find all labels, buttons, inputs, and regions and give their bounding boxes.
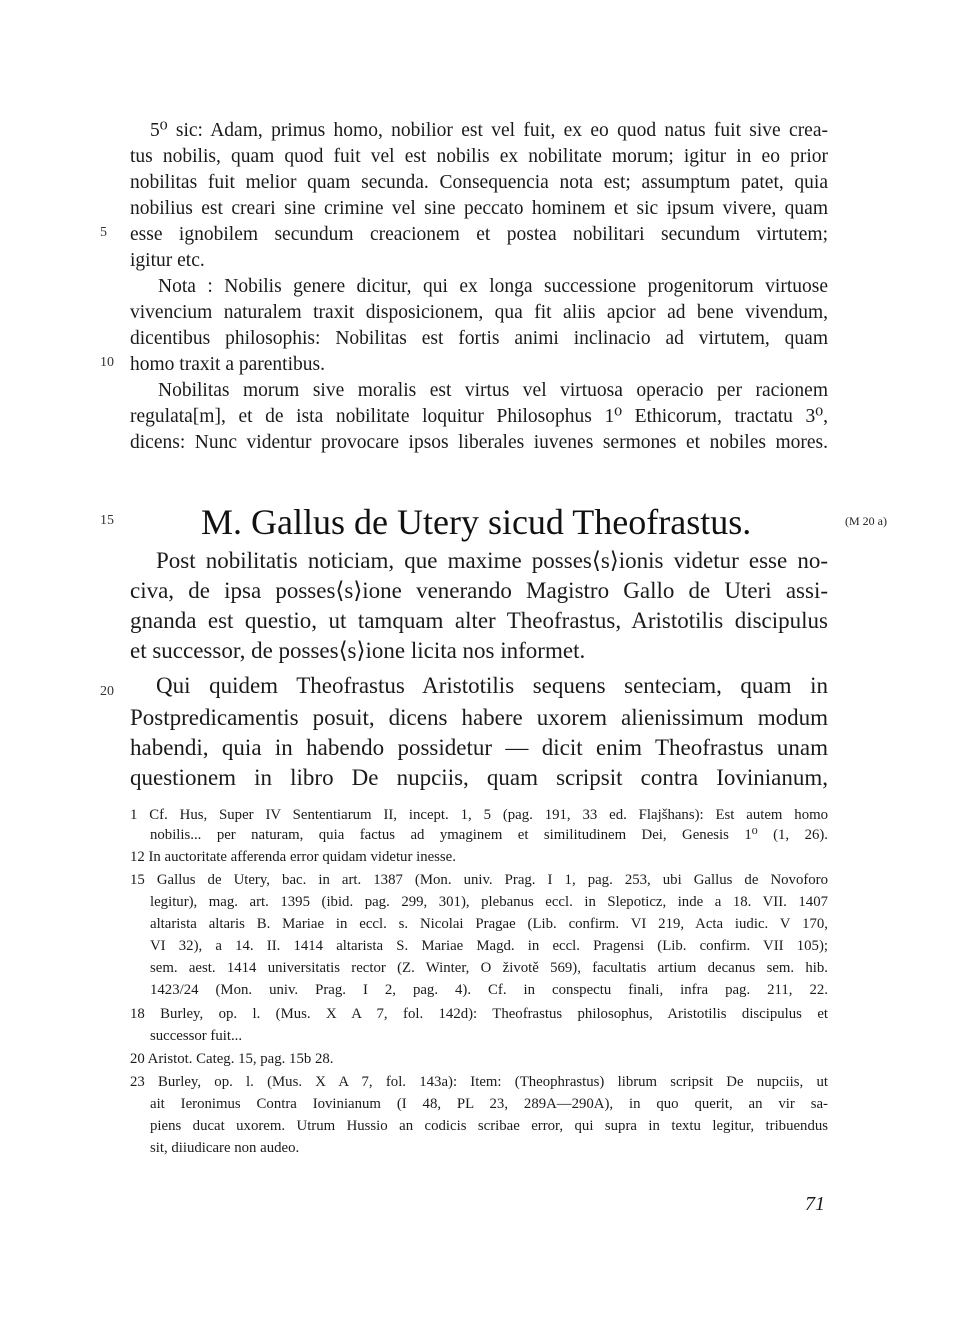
footnote-line: 18 Burley, op. l. (Mus. X A 7, fol. 142d): Theofrastus philosophus, Aristotilis discipulus et xyxy=(130,1006,828,1022)
line-number: 5 xyxy=(100,225,107,240)
footnote-line: successor fuit... xyxy=(150,1028,243,1044)
text-line: tus nobilis, quam quod fuit vel est nobilis ex nobilitate morum; igitur in eo prior xyxy=(130,146,828,167)
text-line: questionem in libro De nupciis, quam scripsit contra Iovinianum, xyxy=(130,765,828,790)
footnote-line: 1423/24 (Mon. univ. Prag. I 2, pag. 4). Cf. in conspectu finali, infra pag. 211, 22. xyxy=(150,982,828,998)
footnote-line: 12 In auctoritate afferenda error quidam videtur inesse. xyxy=(130,849,456,865)
text-line: Nobilitas morum sive moralis est virtus vel virtuosa operacio per racionem xyxy=(158,380,828,401)
text-line: regulata[m], et de ista nobilitate loquitur Philosophus 1⁰ Ethicorum, tractatu 3⁰, xyxy=(130,406,828,427)
footnote-line: VI 32), a 14. II. 1414 altarista S. Mariae Magd. in eccl. Pragensi (Lib. confirm. VII 105); xyxy=(150,938,828,954)
line-number: 10 xyxy=(100,355,114,370)
footnote-line: 23 Burley, op. l. (Mus. X A 7, fol. 143a): Item: (Theophrastus) librum scripsit De nupciis, ut xyxy=(130,1074,828,1090)
line-number: 15 xyxy=(100,513,114,528)
page-number: 71 xyxy=(805,1193,825,1215)
footnote-line: sit, diiudicare non audeo. xyxy=(150,1140,300,1156)
footnote-line: 15 Gallus de Utery, bac. in art. 1387 (Mon. univ. Prag. I 1, pag. 253, ubi Gallus de Novoforo xyxy=(130,872,828,888)
text-line: gnanda est questio, ut tamquam alter Theofrastus, Aristotilis discipulus xyxy=(130,608,828,633)
text-line: dicentibus philosophis: Nobilitas est fortis animi inclinacio ad virtutem, quam xyxy=(130,328,828,349)
text-line: dicens: Nunc videntur provocare ipsos liberales iuvenes sermones et nobiles mores. xyxy=(130,432,828,453)
text-line: Qui quidem Theofrastus Aristotilis sequens senteciam, quam in xyxy=(156,673,828,698)
text-line: nobilitas fuit melior quam secunda. Consequencia nota est; assumptum patet, quia xyxy=(130,172,828,193)
text-line: habendi, quia in habendo possidetur — dicit enim Theofrastus unam xyxy=(130,735,828,760)
footnote-line: sem. aest. 1414 universitatis rector (Z. Winter, O životě 569), facultatis artium decanus sem. hib. xyxy=(150,960,828,976)
footnote-line: piens ducat uxorem. Utrum Hussio an codicis scribae error, qui supra in textu legitur, tribuendus xyxy=(150,1118,828,1134)
text-line: vivencium naturalem traxit disposicionem, qua fit aliis apcior ad bene vivendum, xyxy=(130,302,828,323)
text-line: Nota : Nobilis genere dicitur, qui ex longa successione progenitorum virtuose xyxy=(158,276,828,297)
manuscript-reference: (M 20 a) xyxy=(845,514,887,528)
text-line: Postpredicamentis posuit, dicens habere uxorem alienissimum modum xyxy=(130,705,828,730)
footnote-line: 1 Cf. Hus, Super IV Sententiarum II, incept. 1, 5 (pag. 191, 33 ed. Flajšhans): Est autem homo xyxy=(130,807,828,823)
footnote-line: legitur), mag. art. 1395 (ibid. pag. 299, 301), plebanus eccl. in Slepoticz, inde a 18. VII. 1407 xyxy=(150,894,828,910)
text-line: et successor, de posses⟨s⟩ione licita nos informet. xyxy=(130,638,586,663)
text-line: homo traxit a parentibus. xyxy=(130,354,325,375)
section-heading: M. Gallus de Utery sicud Theofrastus. xyxy=(201,502,752,542)
text-line: civa, de ipsa posses⟨s⟩ione venerando Magistro Gallo de Uteri assi- xyxy=(130,578,828,603)
text-line: Post nobilitatis noticiam, que maxime posses⟨s⟩ionis videtur esse no- xyxy=(156,548,828,573)
line-number: 20 xyxy=(100,684,114,699)
text-line: igitur etc. xyxy=(130,250,205,271)
footnote-line: altarista altaris B. Mariae in eccl. s. Nicolai Pragae (Lib. confirm. VI 219, Acta iudic. V 170, xyxy=(150,916,828,932)
text-line: nobilius est creari sine crimine vel sine peccato hominem et sic ipsum vivere, quam xyxy=(130,198,828,219)
footnote-line: ait Ieronimus Contra Iovinianum (I 48, PL 23, 289A—290A), in quo querit, an vir sa- xyxy=(150,1096,828,1112)
footnote-line: nobilis... per naturam, quia factus ad ymaginem et similitudinem Dei, Genesis 1⁰ (1, 26). xyxy=(150,827,828,843)
text-line: 5⁰ sic: Adam, primus homo, nobilior est vel fuit, ex eo quod natus fuit sive crea- xyxy=(150,120,828,141)
footnote-line: 20 Aristot. Categ. 15, pag. 15b 28. xyxy=(130,1051,334,1067)
text-line: esse ignobilem secundum creacionem et postea nobilitari secundum virtutem; xyxy=(130,224,828,245)
